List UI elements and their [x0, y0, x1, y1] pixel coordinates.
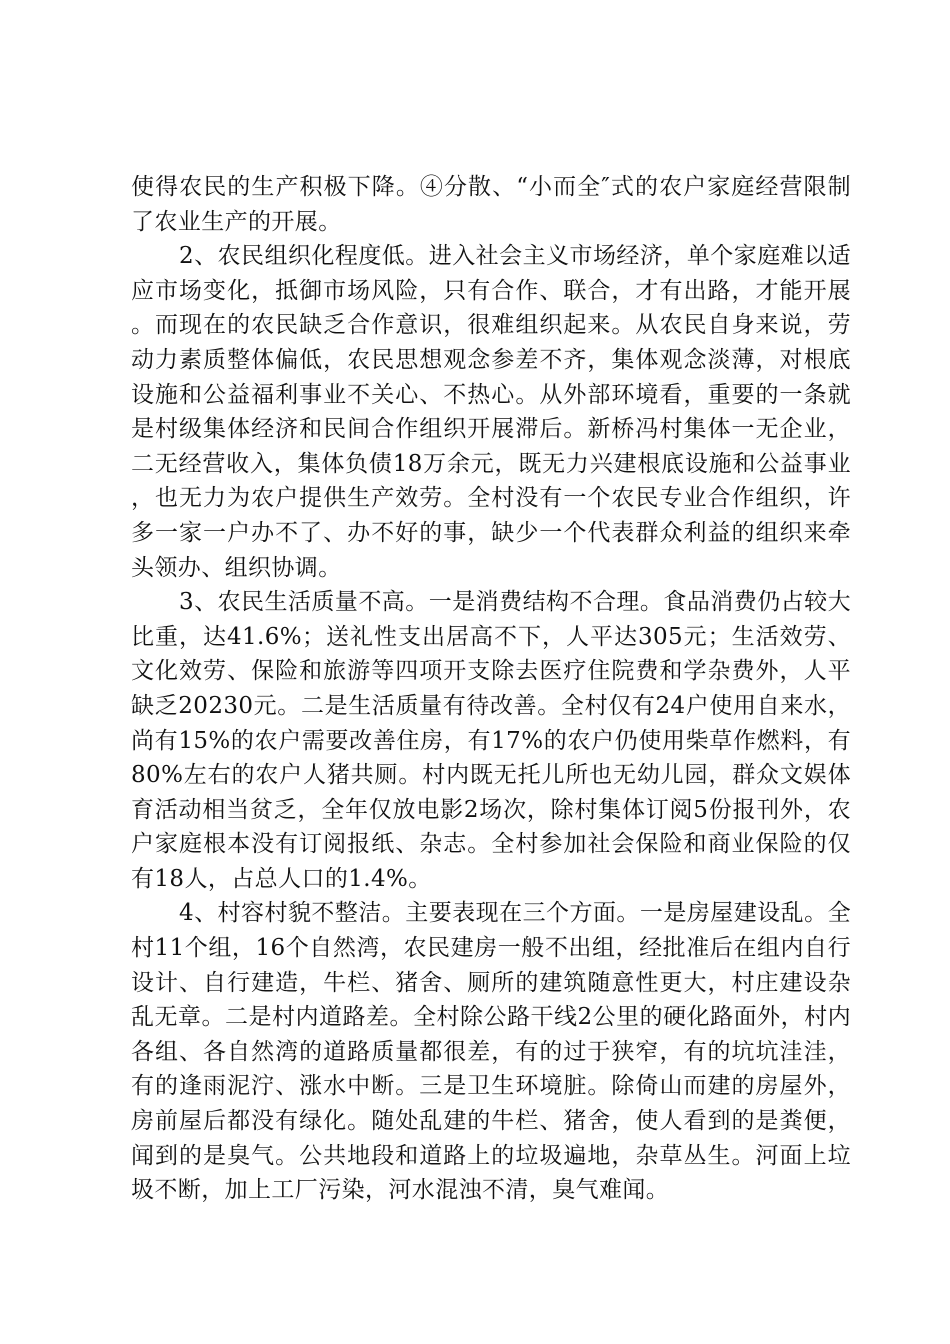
document-body: [131, 170, 851, 1208]
paragraph-living-quality: 3、农民生活质量不高。一是消费结构不合理。食品消费仍占较大比重，达41.6%；送礼性支出居高不下，人平达305元；生活效劳、文化效劳、保险和旅游等四项开支除去医疗住院费和学杂费外，人平缺乏20230元。二是生活质量有待改善。全村仅有24户使用自来水，尚有15%的农户需要改善住房，有17%的农户仍使用柴草作燃料，有80%左右的农户人猪共厕。村内既无托儿所也无幼儿园，群众文娱体育活动相当贫乏，全年仅放电影2场次，除村集体订阅5份报刊外，农户家庭根本没有订阅报纸、杂志。全村参加社会保险和商业保险的仅有18人，占总人口的1.4%。: [131, 589, 851, 892]
paragraph-continuation: 使得农民的生产积极下降。④分散、“小而全″式的农户家庭经营限制了农业生产的开展。: [131, 174, 851, 235]
paragraph-organization: 2、农民组织化程度低。进入社会主义市场经济，单个家庭难以适应市场变化，抵御市场风险，只有合作、联合，才有出路，才能开展。而现在的农民缺乏合作意识，很难组织起来。从农民自身来说，劳动力素质整体偏低，农民思想观念参差不齐，集体观念淡薄，对根底设施和公益福利事业不关心、不热心。从外部环境看，重要的一条就是村级集体经济和民间合作组织开展滞后。新桥冯村集体一无企业，二无经营收入，集体负债18万余元，既无力兴建根底设施和公益事业，也无力为农户提供生产效劳。全村没有一个农民专业合作组织，许多一家一户办不了、办不好的事，缺少一个代表群众利益的组织来牵头领办、组织协调。: [131, 243, 851, 581]
paragraph-village-appearance: 4、村容村貌不整洁。主要表现在三个方面。一是房屋建设乱。全村11个组，16个自然湾，农民建房一般不出组，经批准后在组内自行设计、自行建造，牛栏、猪舍、厕所的建筑随意性更大，村庄建设杂乱无章。二是村内道路差。全村除公路干线2公里的硬化路面外，村内各组、各自然湾的道路质量都很差，有的过于狭窄，有的坑坑洼洼，有的逢雨泥泞、涨水中断。三是卫生环境脏。除倚山而建的房屋外，房前屋后都没有绿化。随处乱建的牛栏、猪舍，使人看到的是粪便，闻到的是臭气。公共地段和道路上的垃圾遍地，杂草丛生。河面上垃圾不断，加上工厂污染，河水混浊不清，臭气难闻。: [131, 900, 851, 1204]
